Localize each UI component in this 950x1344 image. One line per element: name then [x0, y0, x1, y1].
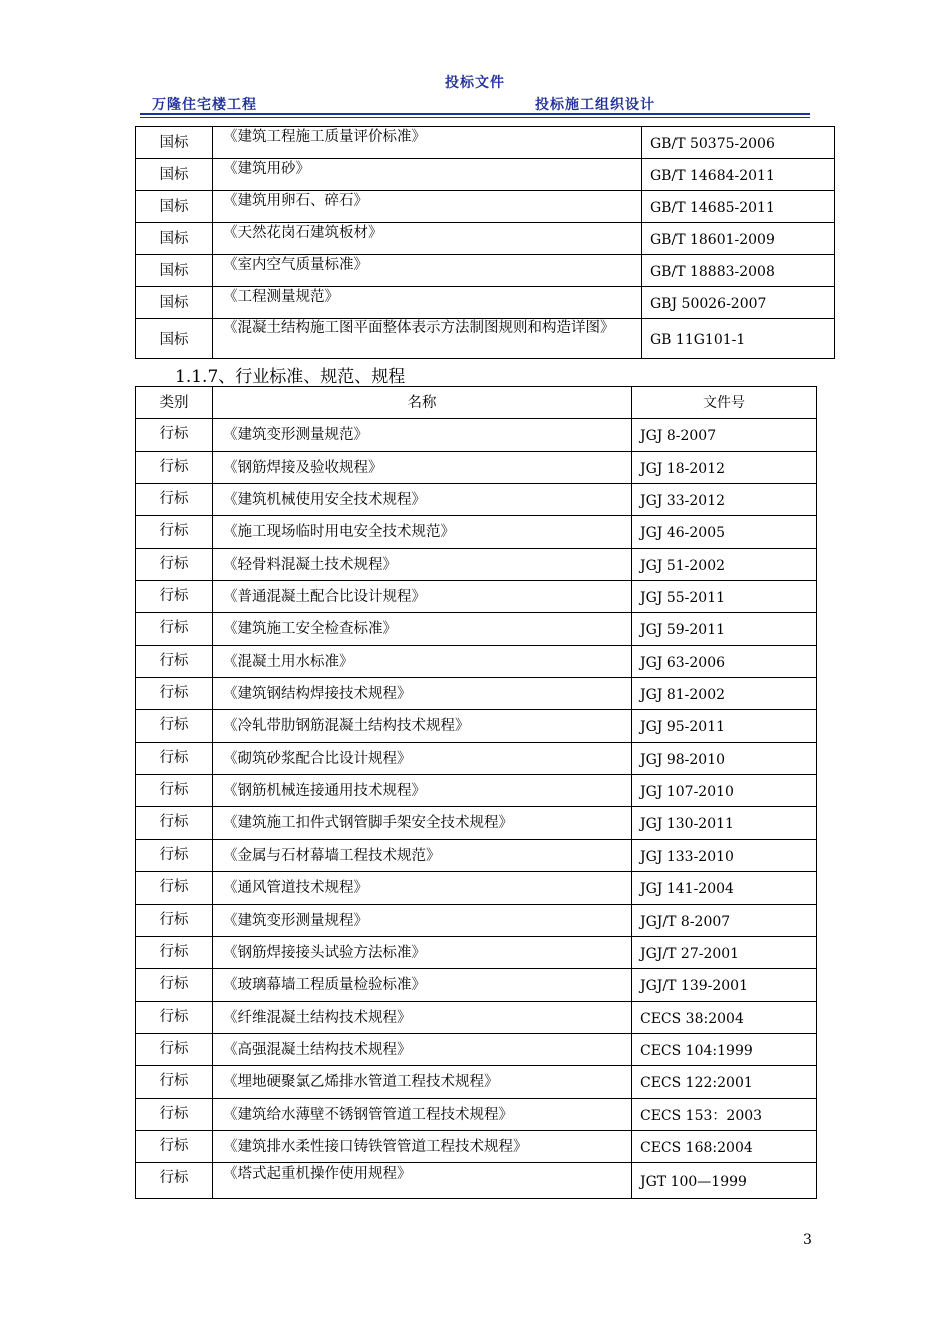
type-cell: 行标 [136, 710, 213, 742]
code-cell: JGJ 81-2002 [632, 678, 817, 710]
header-project-name: 万隆住宅楼工程 [152, 97, 257, 113]
code-cell: JGJ/T 139-2001 [632, 969, 817, 1001]
table-row [136, 678, 817, 710]
table-row [136, 127, 835, 159]
type-cell: 行标 [136, 581, 213, 613]
code-cell: JGJ 46-2005 [632, 516, 817, 548]
name-cell: 《砌筑砂浆配合比设计规程》 [213, 742, 632, 774]
name-cell: 《建筑给水薄壁不锈钢管管道工程技术规程》 [213, 1098, 632, 1130]
header-doc-title: 投标施工组织设计 [535, 97, 655, 113]
table-row [136, 1163, 817, 1199]
type-cell: 行标 [136, 1066, 213, 1098]
code-cell: GB/T 14684-2011 [642, 159, 835, 191]
type-cell: 国标 [136, 127, 213, 159]
code-cell: JGJ 107-2010 [632, 775, 817, 807]
type-cell: 行标 [136, 904, 213, 936]
table-row [136, 1033, 817, 1065]
type-cell: 行标 [136, 1001, 213, 1033]
table-row [136, 451, 817, 483]
name-cell: 《钢筋机械连接通用技术规程》 [213, 775, 632, 807]
name-cell: 《建筑变形测量规范》 [213, 419, 632, 451]
code-cell: JGJ/T 8-2007 [632, 904, 817, 936]
name-cell: 《冷轧带肋钢筋混凝土结构技术规程》 [213, 710, 632, 742]
table-row [136, 548, 817, 580]
code-cell: JGJ 59-2011 [632, 613, 817, 645]
code-cell: CECS 168:2004 [632, 1130, 817, 1162]
header-rule [140, 113, 810, 115]
type-cell: 行标 [136, 839, 213, 871]
name-cell: 《高强混凝土结构技术规程》 [213, 1033, 632, 1065]
name-cell: 《建筑用卵石、碎石》 [213, 191, 642, 223]
type-cell: 行标 [136, 484, 213, 516]
name-cell: 《室内空气质量标准》 [213, 255, 642, 287]
type-cell: 国标 [136, 319, 213, 359]
type-cell: 行标 [136, 1033, 213, 1065]
table-row [136, 839, 817, 871]
name-cell: 《建筑变形测量规程》 [213, 904, 632, 936]
code-cell: GB/T 18883-2008 [642, 255, 835, 287]
type-cell: 行标 [136, 548, 213, 580]
name-cell: 《埋地硬聚氯乙烯排水管道工程技术规程》 [213, 1066, 632, 1098]
code-cell: CECS 122:2001 [632, 1066, 817, 1098]
code-cell: GB/T 18601-2009 [642, 223, 835, 255]
table-row [136, 1001, 817, 1033]
industry-standards-table [135, 386, 817, 1199]
code-cell: JGT 100—1999 [632, 1163, 817, 1199]
type-cell: 行标 [136, 645, 213, 677]
type-cell: 行标 [136, 872, 213, 904]
code-cell: GBJ 50026-2007 [642, 287, 835, 319]
table-row [136, 710, 817, 742]
header-name: 名称 [213, 387, 632, 419]
name-cell: 《建筑机械使用安全技术规程》 [213, 484, 632, 516]
code-cell: JGJ 133-2010 [632, 839, 817, 871]
type-cell: 行标 [136, 1163, 213, 1199]
header-code: 文件号 [632, 387, 817, 419]
name-cell: 《天然花岗石建筑板材》 [213, 223, 642, 255]
name-cell: 《纤维混凝土结构技术规程》 [213, 1001, 632, 1033]
code-cell: JGJ 98-2010 [632, 742, 817, 774]
table-row [136, 319, 835, 359]
type-cell: 国标 [136, 287, 213, 319]
code-cell: JGJ 18-2012 [632, 451, 817, 483]
name-cell: 《建筑施工安全检查标准》 [213, 613, 632, 645]
table-row [136, 581, 817, 613]
name-cell: 《建筑用砂》 [213, 159, 642, 191]
name-cell: 《建筑钢结构焊接技术规程》 [213, 678, 632, 710]
header-type: 类别 [136, 387, 213, 419]
name-cell: 《普通混凝土配合比设计规程》 [213, 581, 632, 613]
type-cell: 国标 [136, 191, 213, 223]
table-row [136, 645, 817, 677]
name-cell: 《混凝土结构施工图平面整体表示方法制图规则和构造详图》 [213, 319, 642, 359]
table-row [136, 255, 835, 287]
name-cell: 《通风管道技术规程》 [213, 872, 632, 904]
section-title: 1.1.7、行业标准、规范、规程 [175, 367, 406, 387]
table-row [136, 287, 835, 319]
table-row [136, 516, 817, 548]
code-cell: JGJ 141-2004 [632, 872, 817, 904]
name-cell: 《塔式起重机操作使用规程》 [213, 1163, 632, 1199]
type-cell: 国标 [136, 223, 213, 255]
type-cell: 行标 [136, 936, 213, 968]
type-cell: 行标 [136, 807, 213, 839]
table-row [136, 807, 817, 839]
type-cell: 行标 [136, 775, 213, 807]
type-cell: 行标 [136, 742, 213, 774]
name-cell: 《钢筋焊接及验收规程》 [213, 451, 632, 483]
code-cell: JGJ 8-2007 [632, 419, 817, 451]
name-cell: 《钢筋焊接接头试验方法标准》 [213, 936, 632, 968]
name-cell: 《建筑工程施工质量评价标准》 [213, 127, 642, 159]
header-doc-type: 投标文件 [445, 75, 505, 91]
name-cell: 《施工现场临时用电安全技术规范》 [213, 516, 632, 548]
type-cell: 行标 [136, 1130, 213, 1162]
name-cell: 《建筑排水柔性接口铸铁管管道工程技术规程》 [213, 1130, 632, 1162]
type-cell: 行标 [136, 1098, 213, 1130]
name-cell: 《玻璃幕墙工程质量检验标准》 [213, 969, 632, 1001]
type-cell: 国标 [136, 159, 213, 191]
name-cell: 《工程测量规范》 [213, 287, 642, 319]
code-cell: GB/T 50375-2006 [642, 127, 835, 159]
code-cell: JGJ 130-2011 [632, 807, 817, 839]
code-cell: JGJ 63-2006 [632, 645, 817, 677]
table-row [136, 936, 817, 968]
type-cell: 国标 [136, 255, 213, 287]
table-row [136, 613, 817, 645]
header-rule-thin [140, 117, 810, 118]
table-row [136, 159, 835, 191]
name-cell: 《混凝土用水标准》 [213, 645, 632, 677]
name-cell: 《金属与石材幕墙工程技术规范》 [213, 839, 632, 871]
table-row [136, 904, 817, 936]
table-row [136, 1066, 817, 1098]
type-cell: 行标 [136, 516, 213, 548]
type-cell: 行标 [136, 678, 213, 710]
code-cell: CECS 38:2004 [632, 1001, 817, 1033]
table-row [136, 742, 817, 774]
table-row [136, 969, 817, 1001]
table-row [136, 1098, 817, 1130]
type-cell: 行标 [136, 613, 213, 645]
page-number: 3 [803, 1232, 812, 1248]
table-row [136, 484, 817, 516]
table-row [136, 223, 835, 255]
code-cell: JGJ 51-2002 [632, 548, 817, 580]
code-cell: JGJ/T 27-2001 [632, 936, 817, 968]
code-cell: JGJ 55-2011 [632, 581, 817, 613]
code-cell: JGJ 95-2011 [632, 710, 817, 742]
code-cell: CECS 104:1999 [632, 1033, 817, 1065]
table-row [136, 775, 817, 807]
code-cell: CECS 153：2003 [632, 1098, 817, 1130]
type-cell: 行标 [136, 451, 213, 483]
national-standards-table [135, 126, 835, 359]
name-cell: 《轻骨料混凝土技术规程》 [213, 548, 632, 580]
name-cell: 《建筑施工扣件式钢管脚手架安全技术规程》 [213, 807, 632, 839]
type-cell: 行标 [136, 969, 213, 1001]
table-row [136, 872, 817, 904]
table-row [136, 1130, 817, 1162]
table-row [136, 419, 817, 451]
table-header-row [136, 387, 817, 419]
type-cell: 行标 [136, 419, 213, 451]
code-cell: JGJ 33-2012 [632, 484, 817, 516]
code-cell: GB 11G101-1 [642, 319, 835, 359]
code-cell: GB/T 14685-2011 [642, 191, 835, 223]
table-row [136, 191, 835, 223]
